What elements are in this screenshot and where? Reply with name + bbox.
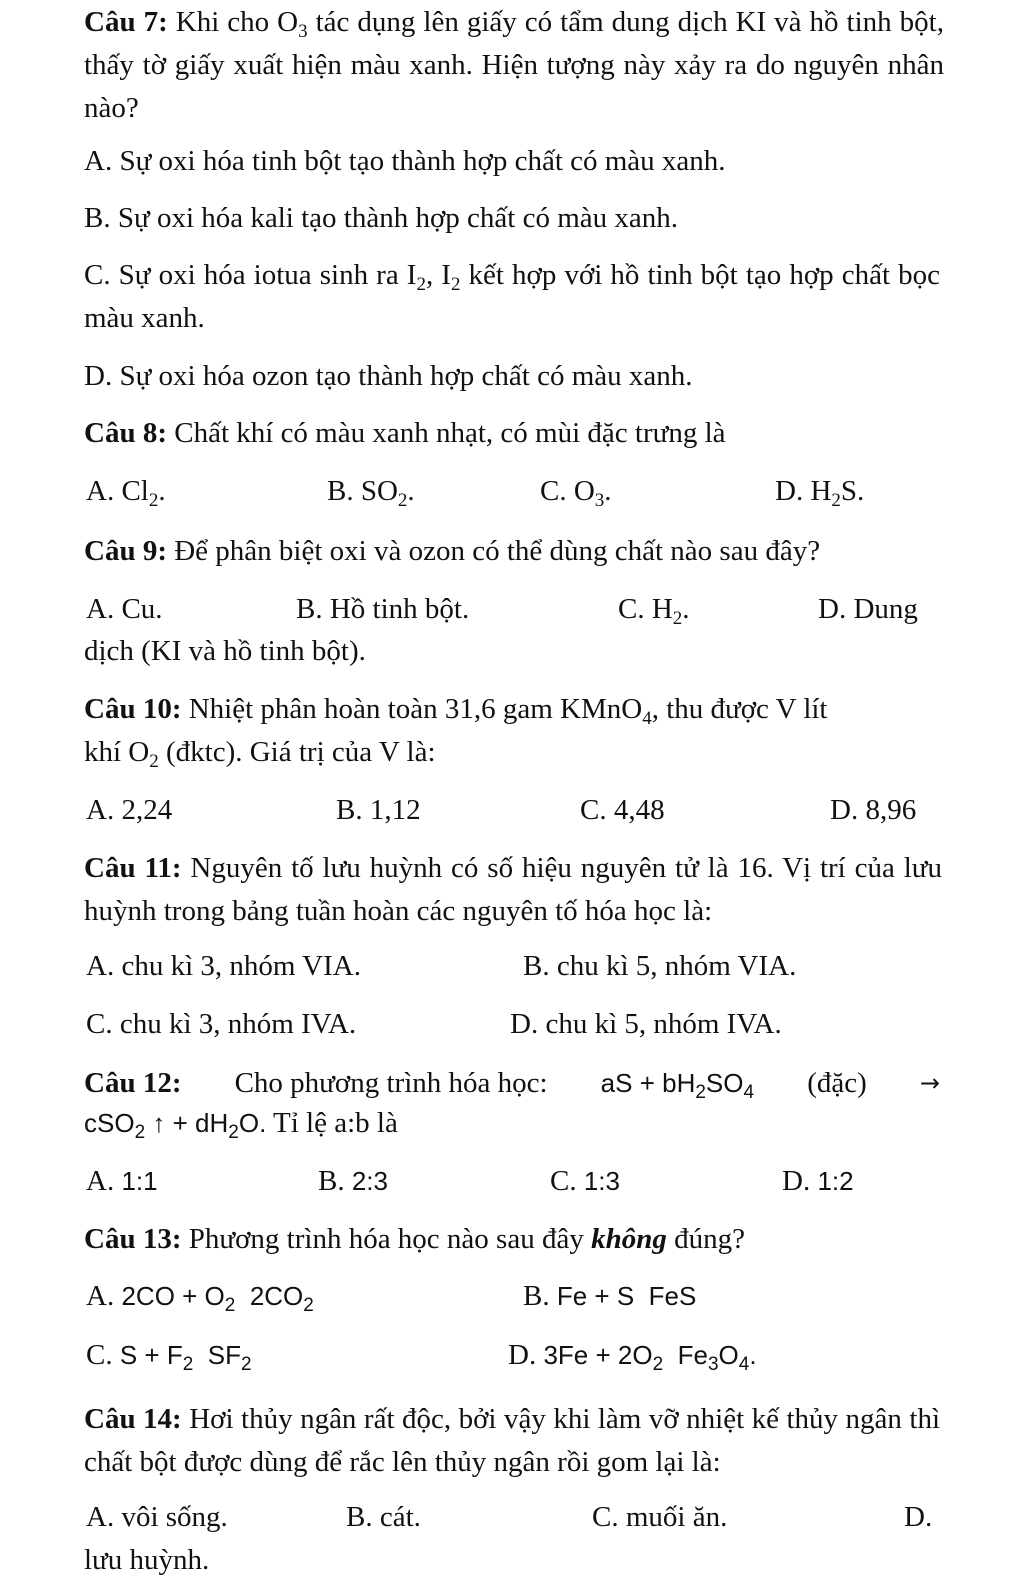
question-14-option-b: B. cát. [346,1501,421,1533]
question-13-option-c: C. $S + F_2$ $SF_2$ [86,1339,252,1375]
question-7-option-d: D. Sự oxi hóa ozon tạo thành hợp chất có màu xanh. [84,360,693,392]
question-10-option-b: B. 1,12 [336,794,421,826]
question-7-option-a: A. Sự oxi hóa tinh bột tạo thành hợp chất có màu xanh. [84,145,726,177]
question-12-equation-right: cSO$_2$ ↑ + $dH_2O$. [84,1108,267,1143]
emphasis-text: không [591,1223,667,1255]
question-10-stem-cont: khí $O_2$ (đktc). Giá trị của V là: [84,736,436,772]
question-9-option-b: B. Hồ tinh bột. [296,593,470,625]
question-8-option-a: A. $Cl_2$. [86,475,166,511]
question-9-label: Câu 9: [84,535,167,567]
question-11-label: Câu 11: [84,852,182,884]
question-10-option-c: C. 4,48 [580,794,665,826]
question-10-option-a: A. 2,24 [86,794,173,826]
question-13-option-b: B. Fe + S FeS [523,1280,697,1312]
question-12-option-d: D. 1:2 [782,1165,854,1197]
question-13-option-a: A. $2CO + O_2$ $2CO_2$ [86,1280,314,1316]
question-12-option-b: B. 2:3 [318,1165,388,1197]
question-12-label: Câu 12: [84,1067,182,1099]
question-8-label: Câu 8: [84,417,167,449]
question-7-label: Câu 7: [84,6,168,38]
question-10-label: Câu 10: [84,693,182,725]
question-12-stem-cont: cSO$_2$ ↑ + $dH_2O$. Tỉ lệ a:b là [84,1107,398,1143]
question-7-option-c: C. Sự oxi hóa iotua sinh ra $I_2$, $I_2$ kết hợp với hồ tinh bột tạo hợp chất bọc màu xanh. [84,259,940,334]
question-9-option-c: C. $H_2$. [618,593,690,629]
question-13-stem: Câu 13: Phương trình hóa học nào sau đây không đúng? [84,1223,745,1255]
question-8-stem: Câu 8: Chất khí có màu xanh nhạt, có mùi đặc trưng là [84,417,726,449]
question-14-option-c: C. muối ăn. [592,1501,728,1533]
question-9-option-d-cont: dịch (KI và hồ tinh bột). [84,635,366,667]
question-8-option-c: C. $O_3$. [540,475,612,511]
question-7-option-b: B. Sự oxi hóa kali tạo thành hợp chất có màu xanh. [84,202,679,234]
question-8-option-d: D. $H_2S$. [775,475,865,511]
question-8-option-b: B. $SO_2$. [327,475,415,511]
question-7-stem: Câu 7: Khi cho $O_3$ tác dụng lên giấy có tẩm dung dịch KI và hồ tinh bột, thấy tờ giấy xuất hiện màu xanh. Hiện tượng này xảy ra do nguyên nhân nào? [84,6,944,124]
question-14-stem: Câu 14: Hơi thủy ngân rất độc, bởi vậy khi làm vỡ nhiệt kế thủy ngân thì chất bột được dùng để rắc lên thủy ngân rồi gom lại là: [84,1403,940,1478]
question-12-equation-left: aS + $bH_2SO_4$ [600,1068,755,1103]
question-9-option-a: A. Cu. [86,593,163,625]
reaction-arrow-icon: → [919,1069,940,1097]
question-12-option-a: A. 1:1 [86,1165,158,1197]
question-14-option-d: D. [904,1501,933,1533]
question-14-option-d-cont: lưu huỳnh. [84,1544,210,1576]
question-12-option-c: C. 1:3 [550,1165,620,1197]
question-12-stem: Câu 12: Cho phương trình hóa học: aS + $bH_2SO_4$ (đặc) → [84,1062,940,1105]
question-10-option-d: D. 8,96 [830,794,917,826]
question-10-stem: Câu 10: Nhiệt phân hoàn toàn 31,6 gam KMnO$_4$, thu được V lít [84,693,828,729]
question-13-option-d: D. $3Fe + 2O_2$ $Fe_3O_4$. [508,1339,757,1375]
question-14-label: Câu 14: [84,1403,182,1435]
question-13-label: Câu 13: [84,1223,182,1255]
question-14-option-a: A. vôi sống. [86,1501,228,1533]
question-11-option-c: C. chu kì 3, nhóm IVA. [86,1008,357,1040]
question-9-option-d: D. Dung [818,593,918,625]
question-9-stem: Câu 9: Để phân biệt oxi và ozon có thể dùng chất nào sau đây? [84,535,821,567]
question-11-option-a: A. chu kì 3, nhóm VIA. [86,950,361,982]
question-11-option-b: B. chu kì 5, nhóm VIA. [523,950,797,982]
question-11-stem: Câu 11: Nguyên tố lưu huỳnh có số hiệu nguyên tử là 16. Vị trí của lưu huỳnh trong bảng tuần hoàn các nguyên tố hóa học là: [84,852,943,927]
question-11-option-d: D. chu kì 5, nhóm IVA. [510,1008,782,1040]
